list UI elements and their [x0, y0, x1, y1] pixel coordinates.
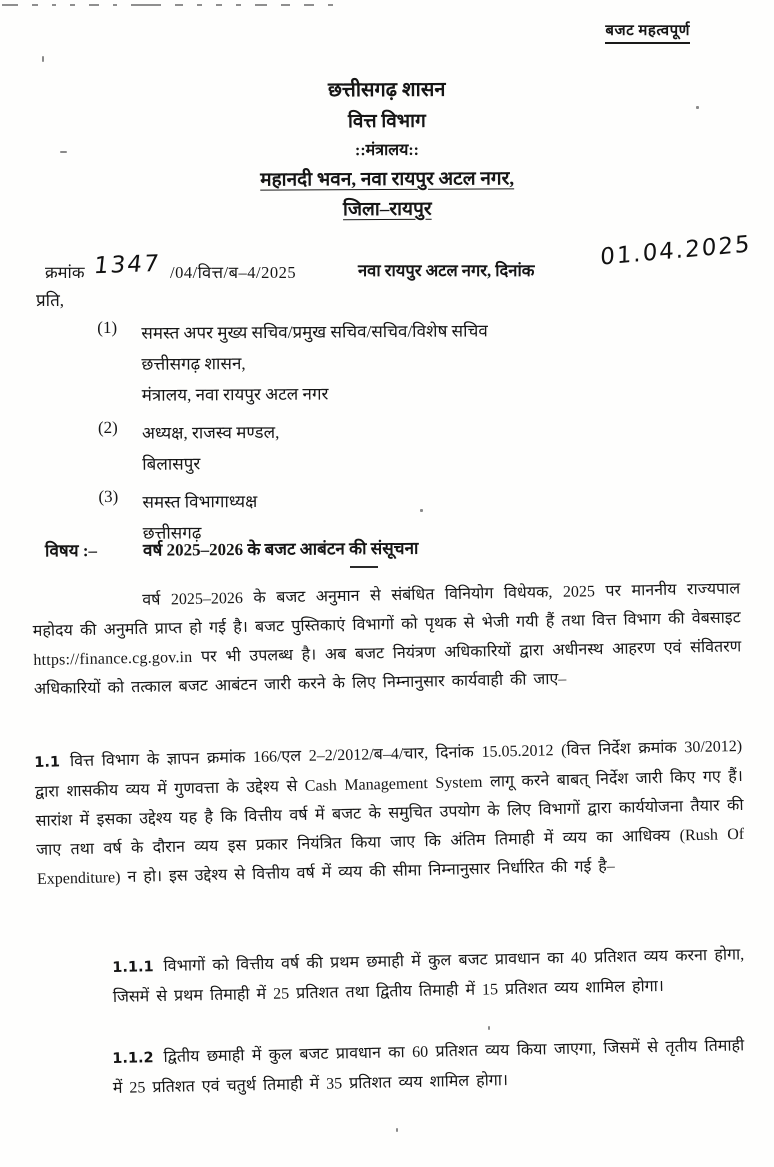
paragraph-text: पर भी उपलब्ध है। अब बजट नियंत्रण अधिकारियों द्वारा अधीनस्थ आहरण एवं संवितरण अधिकारियों को तत्काल बजट आबंटन जारी करने के लिए निम्नानुसार कार्यवाही की जाए– [33, 638, 742, 698]
scan-artifact [488, 1026, 490, 1030]
section-1-1-1 [112, 940, 745, 1012]
recipient-number: (3) [98, 486, 119, 507]
subject-text: वर्ष 2025–2026 के बजट आबंटन की संसूचना [142, 538, 419, 560]
scan-artifact [2, 4, 472, 6]
recipient-list [97, 314, 699, 556]
paragraph-text: वर्ष 2025–2026 के बजट अनुमान से संबंधित विनियोग विधेयक, 2025 पर माननीय राज्यपाल महोदय की अनुमति प्राप्त हो गई है। बजट पुस्तिकाएं विभागों को पृथक से भेजी गयी हैं तथा वित्त विभाग की वेबसाइट [32, 580, 741, 640]
recipient-line: समस्त विभागाध्यक्ष [142, 491, 258, 512]
salutation: प्रति, [36, 291, 65, 310]
date-handwritten: 01.04.2025 [600, 231, 752, 271]
section-number: 1.1.1 [112, 959, 154, 976]
building-address: महानदी भवन, नवा रायपुर अटल नगर, [260, 168, 515, 191]
subject-row [45, 534, 725, 562]
recipient-line: अध्यक्ष, राजस्व मण्डल, [141, 422, 280, 443]
recipient-line: बिलासपुर [142, 454, 201, 474]
government-name: छत्तीसगढ़ शासन [327, 78, 446, 102]
opening-paragraph [32, 574, 742, 704]
section-text: द्वितीय छमाही में कुल बजट प्रावधान का 60 प्रतिशत व्यय किया जाएगा, जिसमें से तृतीय तिमाही में 25 प्रतिशत एवं चतुर्थ तिमाही में 35 प्रतिशत व्यय शामिल होगा। [112, 1037, 745, 1097]
finance-website-url: https://finance.cg.gov.in [33, 648, 193, 669]
subject-label: विषय :– [44, 541, 98, 561]
place-and-date-label: नवा रायपुर अटल नगर, दिनांक [358, 261, 535, 280]
section-1-1-2 [112, 1031, 745, 1103]
recipient-line: मंत्रालय, नवा रायपुर अटल नगर [141, 384, 329, 405]
recipient-line: समस्त अपर मुख्य सचिव/प्रमुख सचिव/सचिव/विशेष सचिव [141, 321, 488, 343]
serial-number-printed: /04/वित्त/ब–4/2025 [170, 263, 297, 282]
section-number: 1.1.2 [112, 1050, 154, 1067]
subject-dash [350, 566, 378, 568]
recipient-number: (2) [97, 417, 118, 438]
section-number: 1.1 [34, 754, 61, 771]
recipient-item [98, 414, 698, 480]
classification-tag: बजट महत्वपूर्ण [605, 20, 690, 44]
section-text: वित्त विभाग के ज्ञापन क्रमांक 166/एल 2–2/2012/ब–4/चार, दिनांक 15.05.2012 (वित्त निर्देश क्रमांक 30/2012) द्वारा शासकीय व्यय में गुणवत्ता के उद्देश्य से Cash Management System लागू करने बाबत् निर्देश जारी किए गए हैं। सारांश में इसका उद्देश्य यह है कि वित्तीय वर्ष में बजट के समुचित उपयोग के लिए विभागों द्वारा कार्ययोजना तैयार की जाए तथा वर्ष के दौरान व्यय इस प्रकार नियंत्रित किया जाए कि अंतिम तिमाही में व्यय का आधिक्य (Rush Of Expenditure) न हो। इस उद्देश्य से वित्तीय वर्ष में व्यय की सीमा निम्नानुसार निर्धारित की गई है– [34, 737, 745, 888]
recipient-line: छत्तीसगढ़ [142, 523, 202, 543]
section-1-1 [34, 732, 745, 894]
scan-artifact [396, 1128, 398, 1132]
serial-number-handwritten: 1347 [92, 250, 162, 280]
serial-label: क्रमांक [45, 263, 85, 282]
department-name: वित्त विभाग [347, 110, 426, 133]
section-text: विभागों को वित्तीय वर्ष की प्रथम छमाही में कुल बजट प्रावधान का 40 प्रतिशत व्यय करना होगा, जिसमें से प्रथम तिमाही में 25 प्रतिशत तथा द्वितीय तिमाही में 15 प्रतिशत व्यय शामिल होगा। [112, 946, 745, 1006]
recipient-number: (1) [97, 317, 118, 338]
recipient-line: छत्तीसगढ़ शासन, [141, 354, 246, 374]
letterhead [0, 72, 774, 227]
ministry-label: ::मंत्रालय:: [354, 141, 420, 160]
district-line: जिला–रायपुर [342, 198, 432, 221]
reference-line [0, 231, 774, 296]
recipient-item [97, 314, 698, 411]
scan-artifact [42, 56, 44, 62]
